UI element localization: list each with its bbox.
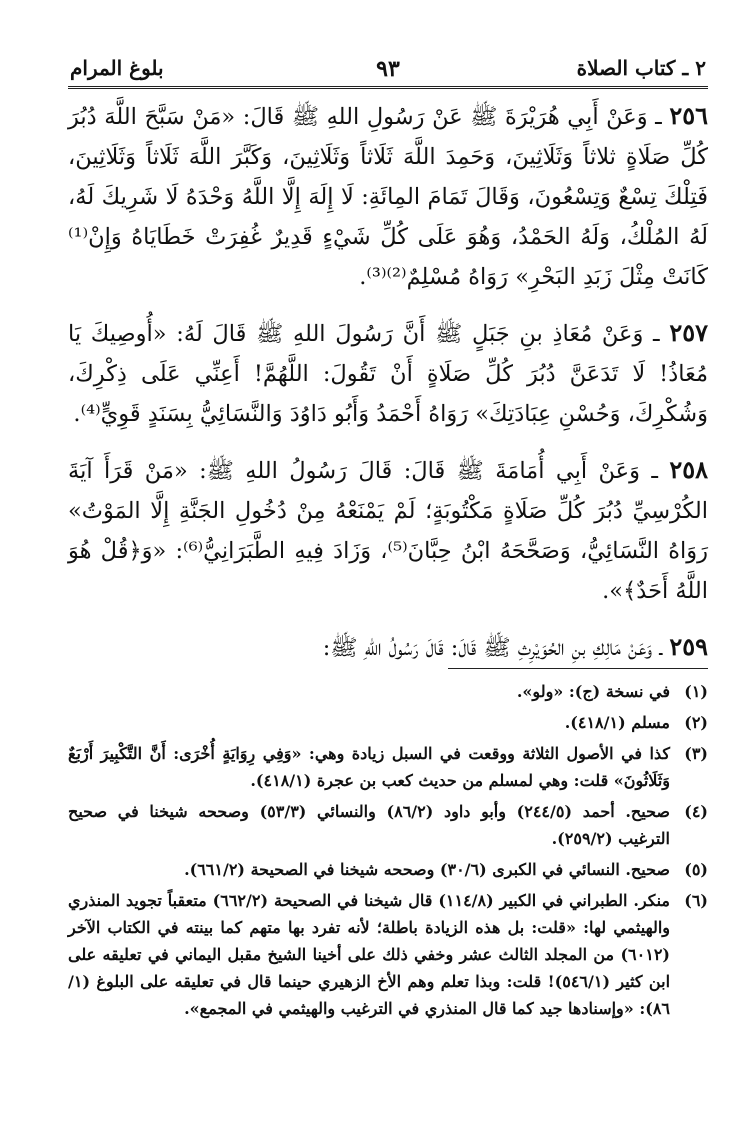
chapter-title: ٢ ـ كتاب الصلاة [576, 56, 706, 80]
hadith-257 [68, 313, 708, 434]
page-number: ٩٣ [376, 56, 400, 82]
footnote-4 [68, 798, 708, 852]
footnote-text: صحيح. النسائي في الكبرى (٣٠/٦) وصححه شيخنا في الصحيحة (٦٦١/٢). [184, 860, 670, 879]
hadith-256 [68, 96, 708, 297]
footnote-text: منكر. الطبراني في الكبير (١١٤/٨) قال شيخنا في الصحيحة (٦٦٢/٢) متعقباً تجويد المنذري والهيثمي لها: «قلت: بل هذه الزيادة باطلة؛ لأنه تفرد بها متهم كما بينته في الكتاب الآخر (٦٠١٢) من المجلد الثالث عشر وخفي ذلك على أخينا الشيخ مقبل اليماني في تعليقه على ابن كثير (٥٤٦/١)! قلت: وبذا تعلم وهم الأخ الزهيري حينما قال في تعليقه على البلوغ (١/ ٨٦): «وإسنادها جيد كما قال المنذري في الترغيب والهيثمي في المجمع». [68, 891, 671, 1018]
hadith-number: ٢٥٧ [669, 318, 709, 347]
footnotes [68, 678, 708, 1026]
main-text [68, 96, 708, 684]
hadith-text: ـ وَعَنْ أَبِي هُرَيْرَةَ ﷺ عَنْ رَسُولِ اللهِ ﷺ قَالَ: «مَنْ سَبَّحَ اللَّهَ دُبُرَ كُلِّ صَلَاةٍ ثلاثاً وَثَلَاثِينَ، وَحَمِدَ اللَّهَ ثَلَاثاً وَثَلَاثِينَ، وَكَبَّرَ اللَّهَ ثَلَاثاً وَثَلَاثِينَ، فَتِلْكَ تِسْعٌ وَتِسْعُونَ، وَقَالَ تَمَامَ المِائَةِ: لَا إِلَهَ إِلَّا اللَّهُ وَحْدَهُ لَا شَرِيكَ لَهُ، لَهُ المُلْكُ، وَلَهُ الحَمْدُ، وَهُوَ عَلَى كُلِّ شَيْءٍ قَدِيرٌ غُفِرَتْ خَطَايَاهُ وَإِنْ⁽¹⁾ كَانَتْ مِثْلَ زَبَدِ البَحْرِ» رَوَاهُ مُسْلِمٌ⁽²⁾⁽³⁾. [68, 104, 708, 290]
footnote-3 [68, 740, 708, 794]
footnote-number: (٤) [684, 802, 708, 821]
footnote-number: (٢) [684, 713, 708, 732]
footnote-6 [68, 887, 708, 1022]
page-header [68, 52, 708, 89]
book-title: بلوغ المرام [70, 56, 164, 80]
footnote-number: (١) [684, 682, 708, 701]
hadith-text: ـ وَعَنْ مَالِكِ بنِ الحُوَيْرِثِ ﷺ قَالَ: قَالَ رَسُولُ اللهِ ﷺ: [322, 635, 663, 661]
hadith-number: ٢٥٨ [669, 455, 708, 484]
hadith-number: ٢٥٦ [669, 101, 709, 130]
hadith-number: ٢٥٩ [669, 632, 708, 661]
footnote-divider [448, 668, 708, 669]
footnote-1 [68, 678, 708, 705]
footnote-text: مسلم (٤١٨/١). [564, 713, 670, 732]
footnote-text: في نسخة (ج): «ولو». [516, 682, 670, 701]
footnote-5 [68, 856, 708, 883]
hadith-text: ـ وَعَنْ مُعَاذِ بنِ جَبَلٍ ﷺ أَنَّ رَسُولَ اللهِ ﷺ قَالَ لَهُ: «أُوصِيكَ يَا مُعَاذُ! لَا تَدَعَنَّ دُبُرَ كُلِّ صَلَاةٍ أَنْ تَقُولَ: اللَّهُمَّ! أَعِنِّي عَلَى ذِكْرِكَ، وَشُكْرِكَ، وَحُسْنِ عِبَادَتِكَ» رَوَاهُ أَحْمَدُ وَأَبُو دَاوُدَ وَالنَّسَائِيُّ بِسَنَدٍ قَوِيٍّ⁽⁴⁾. [68, 321, 708, 427]
hadith-259 [68, 627, 708, 668]
footnote-2 [68, 709, 708, 736]
footnote-number: (٣) [684, 744, 708, 763]
hadith-258 [68, 450, 708, 611]
footnote-number: (٦) [684, 891, 708, 910]
footnote-number: (٥) [684, 860, 708, 879]
footnote-text: كذا في الأصول الثلاثة ووقعت في السبل زيادة وهي: «وَفِي رِوَايَةٍ أُخْرَى: أَنَّ التَّكْبِيرَ أَرْبَعٌ وَثَلَاثُونَ» قلت: وهي لمسلم من حديث كعب بن عجرة (٤١٨/١). [68, 744, 671, 790]
hadith-text: ـ وَعَنْ أَبِي أُمَامَةَ ﷺ قَالَ: قَالَ رَسُولُ اللهِ ﷺ: «مَنْ قَرَأَ آيَةَ الكُرْسِيِّ دُبُرَ كُلِّ صَلَاةٍ مَكْتُوبَةٍ؛ لَمْ يَمْنَعْهُ مِنْ دُخُولِ الجَنَّةِ إِلَّا المَوْتُ» رَوَاهُ النَّسَائِيُّ، وَصَحَّحَهُ ابْنُ حِبَّانَ⁽⁵⁾، وَزَادَ فِيهِ الطَّبَرَانِيُّ⁽⁶⁾: «وَ﴿قُلْ هُوَ اللَّهُ أَحَدٌ﴾». [68, 458, 708, 604]
footnote-text: صحيح. أحمد (٢٤٤/٥) وأبو داود (٨٦/٢) والنسائي (٥٣/٣) وصححه شيخنا في صحيح الترغيب (٢٥٩/٢). [68, 802, 670, 848]
